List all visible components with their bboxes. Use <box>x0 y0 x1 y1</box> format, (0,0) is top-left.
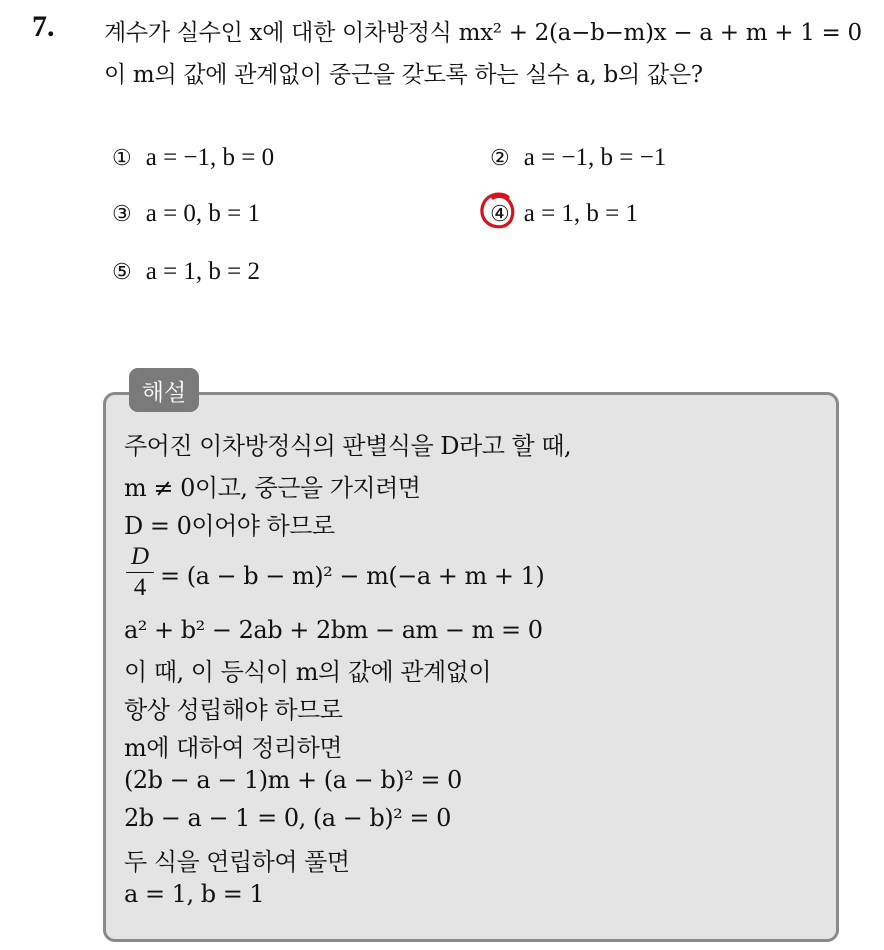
solution-line-12: a = 1, b = 1 <box>124 880 265 908</box>
solution-line-3: D = 0이어야 하므로 <box>124 512 335 540</box>
solution-line-11: 두 식을 연립하여 풀면 <box>124 848 350 876</box>
question-text-line2: 이 m의 값에 관계없이 중근을 갖도록 하는 실수 a, b의 값은? <box>104 62 703 88</box>
question-text-line1: 계수가 실수인 x에 대한 이차방정식 mx² + 2(a−b−m)x − a + m + 1 = 0 <box>104 20 862 46</box>
choice-number: ④ <box>490 202 510 227</box>
choice-number: ⑤ <box>112 260 132 285</box>
fraction-denominator: 4 <box>133 574 147 601</box>
question-number: 7. <box>32 10 55 43</box>
choice-2[interactable] <box>490 144 666 172</box>
solution-tag: 해설 <box>129 368 199 412</box>
solution-line-8: m에 대하여 정리하면 <box>124 734 342 762</box>
choice-text: a = −1, b = 0 <box>145 144 275 171</box>
answer-circle-mark-icon <box>478 191 518 231</box>
choice-text: a = 1, b = 1 <box>523 200 639 227</box>
solution-line-9: (2b − a − 1)m + (a − b)² = 0 <box>124 766 462 794</box>
choice-number: ② <box>490 146 510 171</box>
choice-text: a = −1, b = −1 <box>523 144 667 171</box>
choice-1[interactable] <box>112 144 274 172</box>
choice-number: ③ <box>112 202 132 227</box>
choice-5[interactable] <box>112 258 260 286</box>
solution-line-4: = (a − b − m)² − m(−a + m + 1) <box>160 562 545 590</box>
solution-line-2: m ≠ 0이고, 중근을 가지려면 <box>124 474 421 502</box>
fraction-numerator: D <box>126 542 154 573</box>
choice-3[interactable] <box>112 200 260 228</box>
choice-number: ① <box>112 146 132 171</box>
solution-line-10: 2b − a − 1 = 0, (a − b)² = 0 <box>124 804 451 832</box>
choice-text: a = 1, b = 2 <box>145 258 261 285</box>
fraction-d-over-4 <box>126 542 154 603</box>
solution-line-5: a² + b² − 2ab + 2bm − am − m = 0 <box>124 616 543 644</box>
solution-line-1: 주어진 이차방정식의 판별식을 D라고 할 때, <box>124 432 572 460</box>
choice-text: a = 0, b = 1 <box>145 200 261 227</box>
solution-line-7: 항상 성립해야 하므로 <box>124 696 343 724</box>
solution-line-6: 이 때, 이 등식이 m의 값에 관계없이 <box>124 658 492 686</box>
